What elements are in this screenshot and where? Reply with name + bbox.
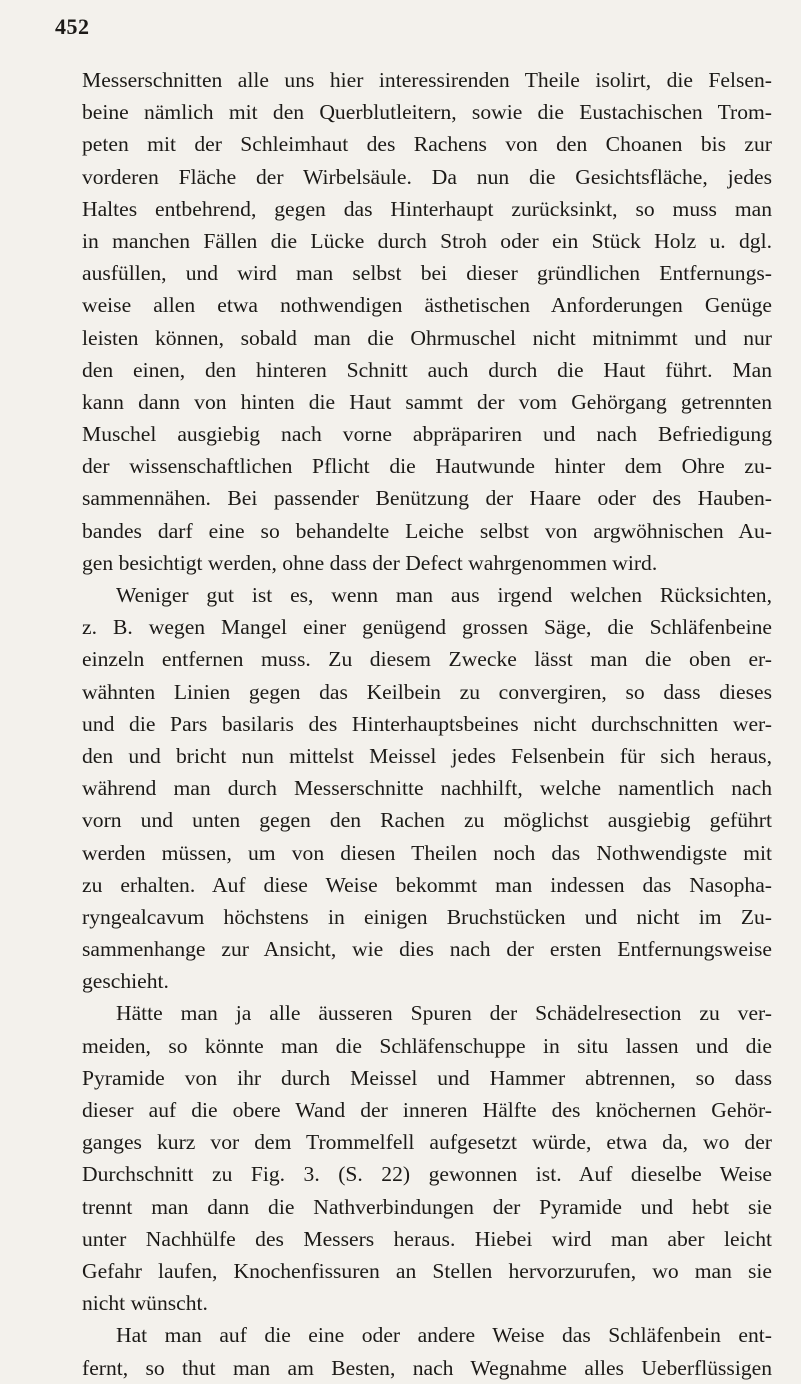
- text-line: Messerschnitten alle uns hier interessirenden Theile isolirt, die Felsen-: [82, 68, 772, 92]
- page-number: 452: [55, 14, 90, 39]
- text-line: wähnten Linien gegen das Keilbein zu convergiren, so dass dieses: [82, 679, 772, 704]
- text-line: in manchen Fällen die Lücke durch Stroh oder ein Stück Holz u. dgl.: [82, 228, 772, 253]
- text-line: vorn und unten gegen den Rachen zu möglichst ausgiebig geführt: [82, 808, 772, 833]
- text-line: Muschel ausgiebig nach vorne abpräpariren und nach Befriedigung: [82, 422, 772, 447]
- text-line: geschieht.: [82, 969, 169, 994]
- text-line: dieser auf die obere Wand der inneren Hälfte des knöchernen Gehör-: [82, 1098, 772, 1122]
- text-line: und die Pars basilaris des Hinterhauptsbeines nicht durchschnitten wer-: [82, 711, 772, 736]
- text-line: Pyramide von ihr durch Meissel und Hammer abtrennen, so dass: [82, 1065, 772, 1090]
- text-line: zu erhalten. Auf diese Weise bekommt man indessen das Nasopha-: [82, 872, 772, 897]
- text-line: z. B. wegen Mangel einer genügend grossen Säge, die Schläfenbeine: [82, 615, 772, 640]
- text-line: den einen, den hinteren Schnitt auch durch die Haut führt. Man: [82, 357, 772, 382]
- text-line: ausfüllen, und wird man selbst bei dieser gründlichen Entfernungs-: [82, 261, 772, 286]
- text-line: Durchschnitt zu Fig. 3. (S. 22) gewonnen ist. Auf dieselbe Weise: [82, 1162, 772, 1187]
- text-line: sammenhange zur Ansicht, wie dies nach der ersten Entfernungsweise: [82, 937, 772, 962]
- text-line: meiden, so könnte man die Schläfenschuppe in situ lassen und die: [82, 1033, 772, 1058]
- text-line: den und bricht nun mittelst Meissel jedes Felsenbein für sich heraus,: [82, 743, 772, 768]
- text-line: kann dann von hinten die Haut sammt der vom Gehörgang getrennten: [82, 389, 772, 414]
- text-line: unter Nachhülfe des Messers heraus. Hiebei wird man aber leicht: [82, 1226, 772, 1251]
- text-line: einzeln entfernen muss. Zu diesem Zwecke lässt man die oben er-: [82, 647, 772, 672]
- text-line: leisten können, sobald man die Ohrmuschel nicht mitnimmt und nur: [82, 325, 772, 350]
- text-line: nicht wünscht.: [82, 1291, 208, 1316]
- text-line: Weniger gut ist es, wenn man aus irgend welchen Rücksichten,: [116, 583, 772, 607]
- text-line: Hat man auf die eine oder andere Weise das Schläfenbein ent-: [116, 1323, 772, 1348]
- text-line: fernt, so thut man am Besten, nach Wegnahme alles Ueberflüssigen: [82, 1355, 772, 1380]
- text-line: der wissenschaftlichen Pflicht die Hautwunde hinter dem Ohre zu-: [82, 454, 772, 479]
- text-line: während man durch Messerschnitte nachhilft, welche namentlich nach: [82, 776, 772, 801]
- text-line: sammennähen. Bei passender Benützung der Haare oder des Hauben-: [82, 486, 772, 511]
- text-line: ryngealcavum höchstens in einigen Bruchstücken und nicht im Zu-: [82, 904, 772, 929]
- text-line: gen besichtigt werden, ohne dass der Defect wahrgenommen wird.: [82, 550, 658, 575]
- text-line: werden müssen, um von diesen Theilen noch das Nothwendigste mit: [82, 840, 772, 865]
- text-line: Haltes entbehrend, gegen das Hinterhaupt zurücksinkt, so muss man: [82, 196, 772, 221]
- text-line: Gefahr laufen, Knochenfissuren an Stellen hervorzurufen, wo man sie: [82, 1258, 772, 1283]
- text-line: peten mit der Schleimhaut des Rachens von den Choanen bis zur: [82, 132, 772, 157]
- text-line: vorderen Fläche der Wirbelsäule. Da nun die Gesichtsfläche, jedes: [82, 164, 772, 189]
- body-text: [82, 64, 772, 1384]
- text-line: weise allen etwa nothwendigen ästhetischen Anforderungen Genüge: [82, 293, 772, 318]
- text-line: bandes darf eine so behandelte Leiche selbst von argwöhnischen Au-: [82, 518, 772, 543]
- text-line: beine nämlich mit den Querblutleitern, sowie die Eustachischen Trom-: [82, 100, 772, 125]
- text-line: ganges kurz vor dem Trommelfell aufgesetzt würde, etwa da, wo der: [82, 1130, 772, 1155]
- text-line: Hätte man ja alle äusseren Spuren der Schädelresection zu ver-: [116, 1001, 772, 1026]
- text-line: trennt man dann die Nathverbindungen der Pyramide und hebt sie: [82, 1194, 772, 1219]
